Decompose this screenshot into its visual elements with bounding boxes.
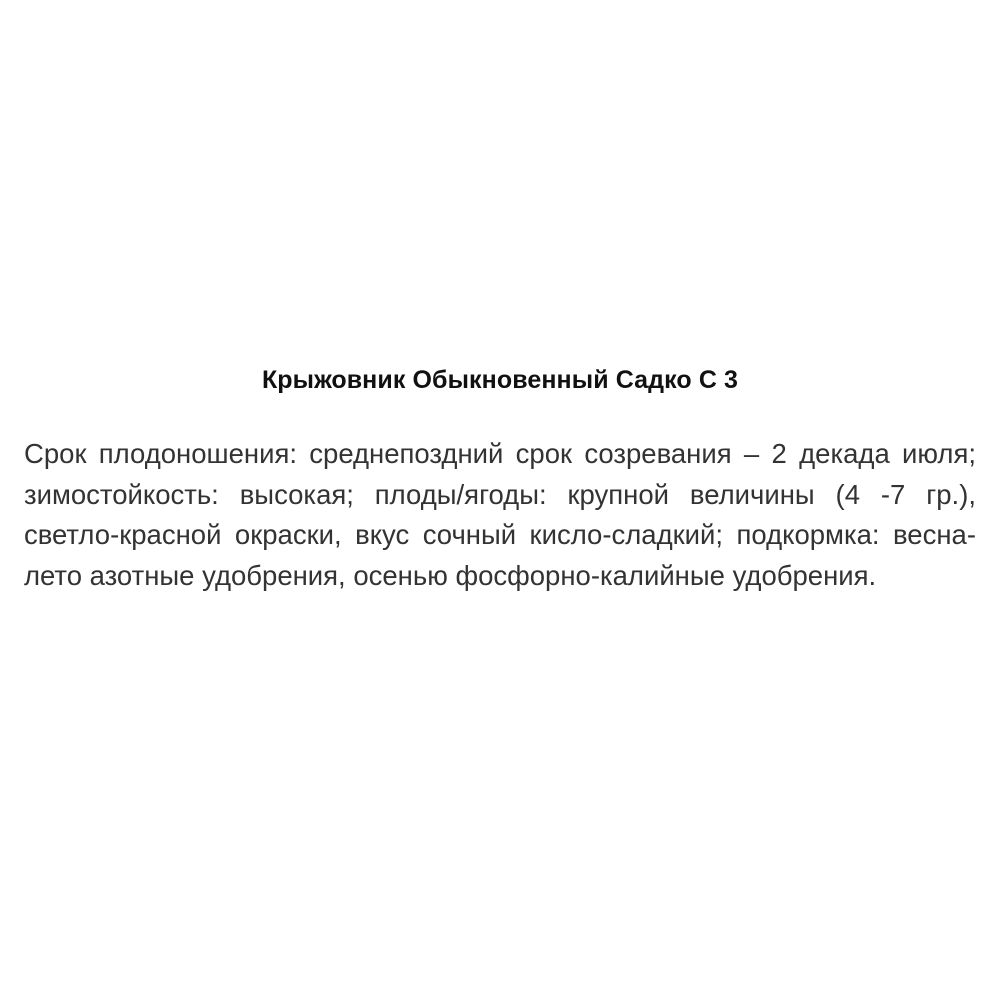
product-description: Срок плодоношения: среднепоздний срок созревания – 2 декада июля; зимостойкость: высокая; плоды/ягоды: крупной величины (4 -7 гр.), светло-красной окраски, вкус сочный кисло-сладкий; подкормка: весна-лето азотные удобрения, осенью фосфорно-калийные удобрения. (24, 438, 976, 591)
product-title: Крыжовник Обыкновенный Садко С 3 (261, 366, 739, 394)
product-card (24, 362, 976, 596)
